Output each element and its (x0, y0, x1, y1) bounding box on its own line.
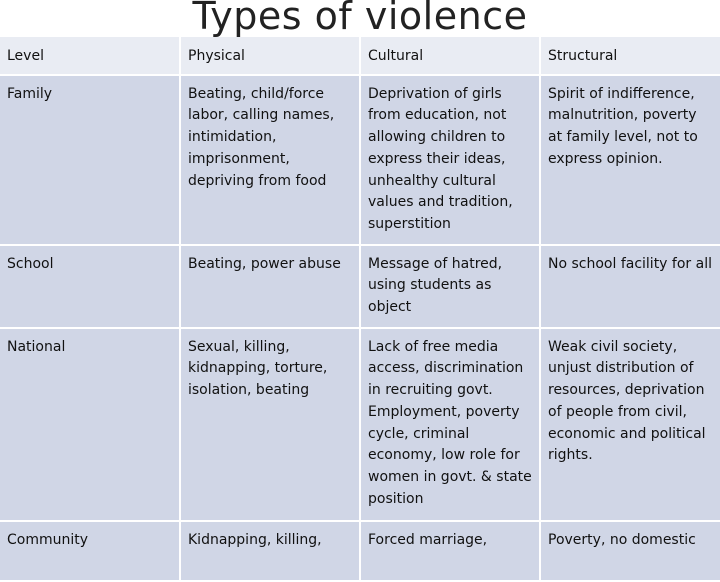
header-level: Level (0, 37, 180, 75)
table-header-row (0, 37, 720, 75)
cell-level: Family (0, 75, 180, 245)
table-row (0, 328, 720, 521)
cell-physical: Beating, power abuse (180, 245, 360, 328)
slide-title: Types of violence (192, 0, 528, 38)
cell-cultural: Lack of free media access, discrimination in recruiting govt. Employment, poverty cycle, criminal economy, low role for women in govt. & state position (360, 328, 540, 521)
table-row (0, 521, 720, 581)
header-structural: Structural (540, 37, 720, 75)
cell-cultural: Deprivation of girls from education, not allowing children to express their ideas, unhealthy cultural values and tradition, superstition (360, 75, 540, 245)
table-row (0, 245, 720, 328)
cell-structural: Weak civil society, unjust distribution of resources, deprivation of people from civil, economic and political rights. (540, 328, 720, 521)
cell-level: National (0, 328, 180, 521)
cell-physical: Beating, child/force labor, calling names, intimidation, imprisonment, depriving from food (180, 75, 360, 245)
cell-structural: Spirit of indifference, malnutrition, poverty at family level, not to express opinion. (540, 75, 720, 245)
cell-physical: Kidnapping, killing, (180, 521, 360, 581)
cell-structural: No school facility for all (540, 245, 720, 328)
header-physical: Physical (180, 37, 360, 75)
cell-structural: Poverty, no domestic (540, 521, 720, 581)
cell-level: Community (0, 521, 180, 581)
table-row (0, 75, 720, 245)
violence-types-table (0, 37, 720, 582)
cell-level: School (0, 245, 180, 328)
cell-cultural: Forced marriage, (360, 521, 540, 581)
cell-cultural: Message of hatred, using students as object (360, 245, 540, 328)
header-cultural: Cultural (360, 37, 540, 75)
cell-physical: Sexual, killing, kidnapping, torture, isolation, beating (180, 328, 360, 521)
